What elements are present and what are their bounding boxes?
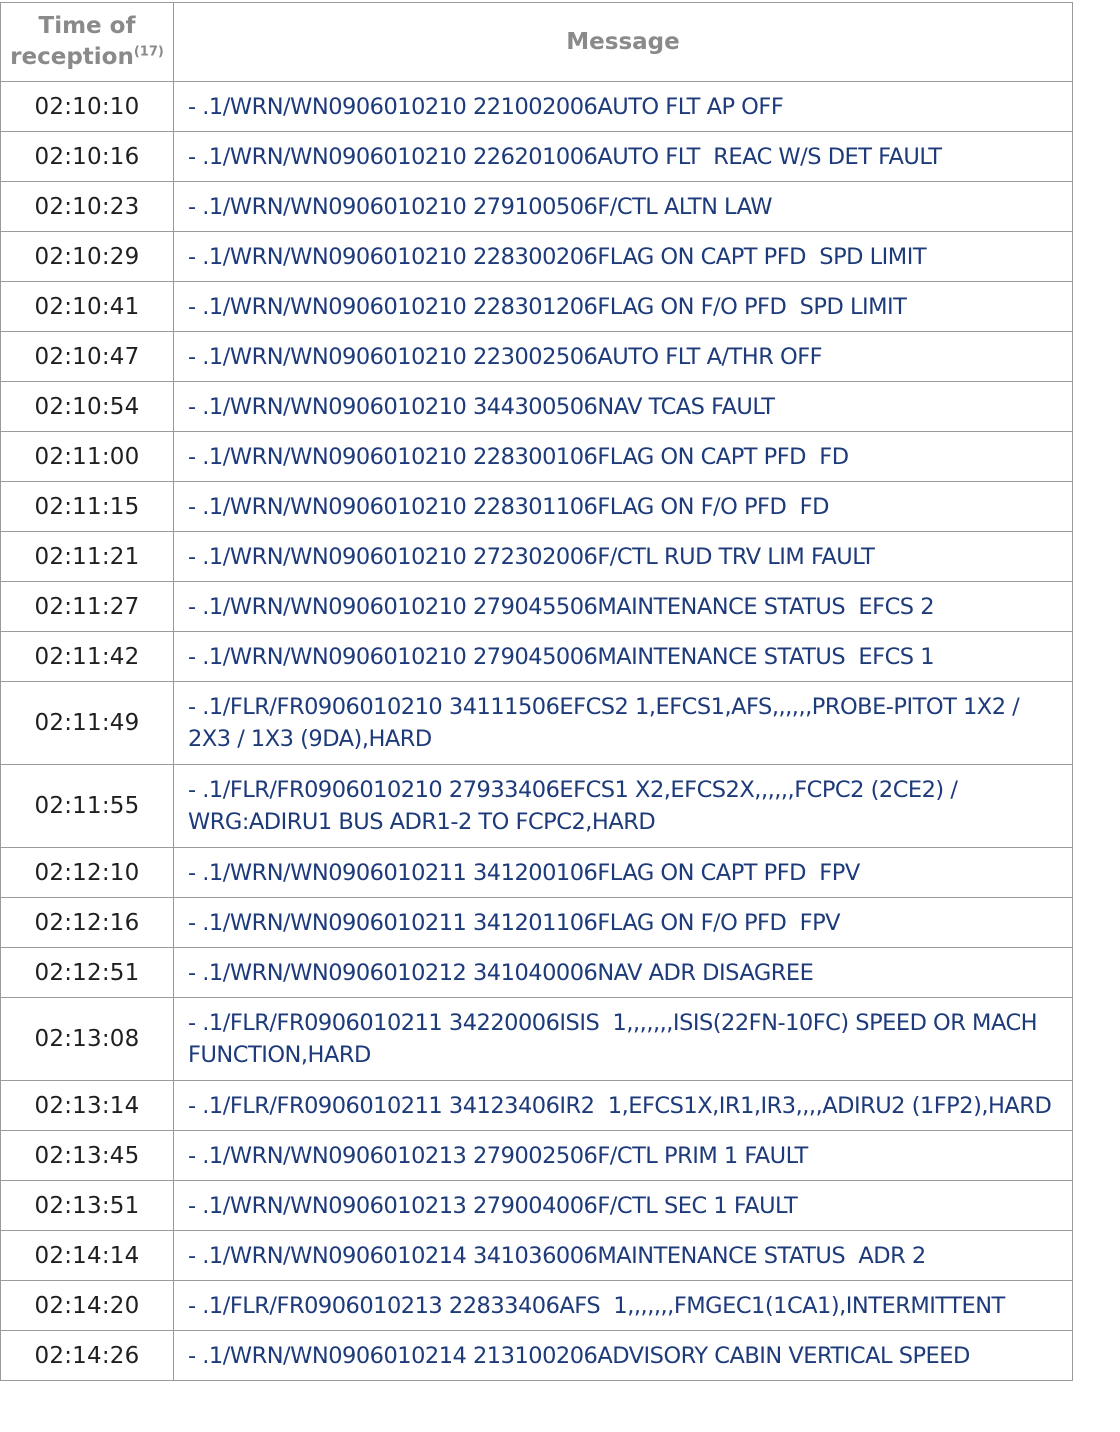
message-text: - .1/FLR/FR0906010210 27933406EFCS1 X2,EFCS2X,,,,,,FCPC2 (2CE2) / WRG:ADIRU1 BUS ADR1-2 TO FCPC2,HARD (174, 765, 1073, 848)
message-text: - .1/WRN/WN0906010210 344300506NAV TCAS FAULT (174, 382, 1073, 432)
table-row (1, 232, 1073, 282)
reception-time: 02:13:51 (1, 1181, 174, 1231)
table-row (1, 682, 1073, 765)
table-row (1, 1131, 1073, 1181)
table-row (1, 1081, 1073, 1131)
reception-time: 02:13:08 (1, 998, 174, 1081)
table-row (1, 1231, 1073, 1281)
message-text: - .1/WRN/WN0906010213 279002506F/CTL PRIM 1 FAULT (174, 1131, 1073, 1181)
table-row (1, 282, 1073, 332)
reception-time: 02:11:49 (1, 682, 174, 765)
message-text: - .1/WRN/WN0906010210 223002506AUTO FLT A/THR OFF (174, 332, 1073, 382)
message-text: - .1/WRN/WN0906010210 279045006MAINTENANCE STATUS EFCS 1 (174, 632, 1073, 682)
footnote-marker: (17) (133, 44, 164, 60)
message-text: - .1/WRN/WN0906010210 226201006AUTO FLT REAC W/S DET FAULT (174, 132, 1073, 182)
message-text: - .1/WRN/WN0906010210 228301106FLAG ON F/O PFD FD (174, 482, 1073, 532)
message-text: - .1/WRN/WN0906010210 279100506F/CTL ALTN LAW (174, 182, 1073, 232)
reception-time: 02:12:16 (1, 898, 174, 948)
message-text: - .1/WRN/WN0906010210 279045506MAINTENANCE STATUS EFCS 2 (174, 582, 1073, 632)
message-text: - .1/FLR/FR0906010213 22833406AFS 1,,,,,,,FMGEC1(1CA1),INTERMITTENT (174, 1281, 1073, 1331)
reception-time: 02:11:42 (1, 632, 174, 682)
table-row (1, 132, 1073, 182)
reception-time: 02:10:29 (1, 232, 174, 282)
reception-time: 02:14:26 (1, 1331, 174, 1381)
message-text: - .1/WRN/WN0906010210 228300106FLAG ON CAPT PFD FD (174, 432, 1073, 482)
reception-time: 02:10:23 (1, 182, 174, 232)
message-log-table (0, 2, 1073, 1381)
table-row (1, 765, 1073, 848)
message-text: - .1/WRN/WN0906010213 279004006F/CTL SEC 1 FAULT (174, 1181, 1073, 1231)
message-text: - .1/WRN/WN0906010210 272302006F/CTL RUD TRV LIM FAULT (174, 532, 1073, 582)
table-row (1, 432, 1073, 482)
table-row (1, 382, 1073, 432)
time-column-header (1, 3, 174, 82)
reception-time: 02:12:51 (1, 948, 174, 998)
reception-time: 02:13:45 (1, 1131, 174, 1181)
reception-time: 02:11:27 (1, 582, 174, 632)
message-text: - .1/FLR/FR0906010211 34220006ISIS 1,,,,,,,ISIS(22FN-10FC) SPEED OR MACH FUNCTION,HARD (174, 998, 1073, 1081)
table-row (1, 1331, 1073, 1381)
message-text: - .1/WRN/WN0906010212 341040006NAV ADR DISAGREE (174, 948, 1073, 998)
reception-time: 02:11:55 (1, 765, 174, 848)
reception-time: 02:10:54 (1, 382, 174, 432)
table-row (1, 532, 1073, 582)
message-text: - .1/WRN/WN0906010210 221002006AUTO FLT AP OFF (174, 82, 1073, 132)
message-text: - .1/WRN/WN0906010210 228301206FLAG ON F/O PFD SPD LIMIT (174, 282, 1073, 332)
reception-time: 02:10:10 (1, 82, 174, 132)
message-text: - .1/FLR/FR0906010211 34123406IR2 1,EFCS1X,IR1,IR3,,,,ADIRU2 (1FP2),HARD (174, 1081, 1073, 1131)
table-row (1, 848, 1073, 898)
table-row (1, 1181, 1073, 1231)
message-text: - .1/WRN/WN0906010211 341200106FLAG ON CAPT PFD FPV (174, 848, 1073, 898)
table-row (1, 632, 1073, 682)
reception-time: 02:14:20 (1, 1281, 174, 1331)
header-row (1, 3, 1073, 82)
table-row (1, 948, 1073, 998)
reception-time: 02:14:14 (1, 1231, 174, 1281)
message-text: - .1/FLR/FR0906010210 34111506EFCS2 1,EFCS1,AFS,,,,,,PROBE-PITOT 1X2 / 2X3 / 1X3 (9DA),HARD (174, 682, 1073, 765)
table-row (1, 998, 1073, 1081)
reception-time: 02:10:47 (1, 332, 174, 382)
table-row (1, 898, 1073, 948)
message-column-header: Message (174, 3, 1073, 82)
table-row (1, 332, 1073, 382)
message-text: - .1/WRN/WN0906010210 228300206FLAG ON CAPT PFD SPD LIMIT (174, 232, 1073, 282)
reception-time: 02:11:15 (1, 482, 174, 532)
reception-time: 02:11:21 (1, 532, 174, 582)
table-row (1, 82, 1073, 132)
time-header-label: Time of reception (10, 13, 136, 70)
table-row (1, 482, 1073, 532)
message-text: - .1/WRN/WN0906010211 341201106FLAG ON F/O PFD FPV (174, 898, 1073, 948)
message-text: - .1/WRN/WN0906010214 213100206ADVISORY CABIN VERTICAL SPEED (174, 1331, 1073, 1381)
table-row (1, 582, 1073, 632)
reception-time: 02:13:14 (1, 1081, 174, 1131)
reception-time: 02:11:00 (1, 432, 174, 482)
reception-time: 02:10:16 (1, 132, 174, 182)
table-row (1, 182, 1073, 232)
table-row (1, 1281, 1073, 1331)
reception-time: 02:12:10 (1, 848, 174, 898)
reception-time: 02:10:41 (1, 282, 174, 332)
message-text: - .1/WRN/WN0906010214 341036006MAINTENANCE STATUS ADR 2 (174, 1231, 1073, 1281)
